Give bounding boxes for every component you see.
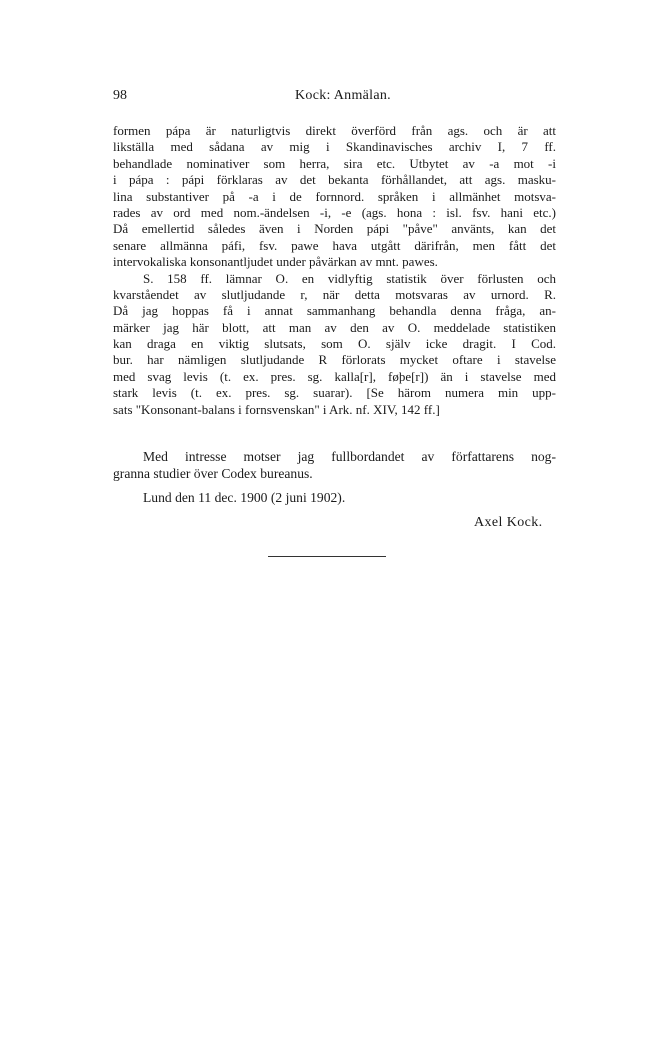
text-line: formen pápa är naturligtvis direkt överförd från ags. och är att xyxy=(113,123,556,138)
text-line: med svag levis (t. ex. pres. sg. kalla[r], føþe[r]) än i stavelse med xyxy=(113,368,556,384)
text-line: granna studier över Codex bureanus. xyxy=(113,466,313,481)
text-line: kan draga en viktig slutsats, som O. själv icke dragit. I Cod. xyxy=(113,336,556,352)
dateline: Lund den 11 dec. 1900 (2 juni 1902). xyxy=(143,490,346,505)
text-line: senare allmänna páfi, fsv. pawe hava utgått därifrån, men fått det xyxy=(113,237,556,253)
text-line: likställa med sådana av mig i Skandinavisches archiv I, 7 ff. xyxy=(113,139,556,155)
text-line: lina substantiver på -a i de fornnord. språken i allmänhet motsva- xyxy=(113,188,556,204)
text-line: intervokaliska konsonantljudet under påvärkan av mnt. pawes. xyxy=(113,254,438,270)
closing-paragraph xyxy=(113,448,556,482)
paragraph-1 xyxy=(113,123,556,271)
text-line: Då emellertid således även i Norden pápi "påve" använts, kan det xyxy=(113,221,556,237)
text-line: S. 158 ff. lämnar O. en vidlyftig statistik över förlusten och xyxy=(143,270,556,286)
text-line: i pápa : pápi förklaras av det bekanta förhållandet, att ags. masku- xyxy=(113,172,556,188)
signature: Axel Kock. xyxy=(474,515,543,530)
text-line: kvarståendet av slutljudande r, när detta motsvaras av urnord. R. xyxy=(113,286,556,302)
text-line: märker jag här blott, att man av den av O. meddelade statistiken xyxy=(113,319,556,335)
text-line: stark levis (t. ex. pres. sg. suarar). [Se härom numera min upp- xyxy=(113,385,556,401)
page-number: 98 xyxy=(113,88,127,103)
body-text xyxy=(113,123,556,418)
text-line: Med intresse motser jag fullbordandet av författarens nog- xyxy=(143,449,556,464)
text-line: Då jag hoppas få i annat sammanhang behandla denna fråga, an- xyxy=(113,303,556,319)
text-line: bur. har nämligen slutljudande R förlorats mycket oftare i stavelse xyxy=(113,352,556,368)
text-line: sats "Konsonant-balans i fornsvenskan" i Ark. nf. XIV, 142 ff.] xyxy=(113,401,440,417)
page-header xyxy=(113,88,556,108)
paragraph-2 xyxy=(113,271,556,419)
running-head: Kock: Anmälan. xyxy=(295,88,391,103)
text-line: behandlade nominativer som herra, sira etc. Utbytet av -a mot -i xyxy=(113,155,556,171)
end-rule xyxy=(268,556,386,557)
text-line: rades av ord med nom.-ändelsen -i, -e (ags. hona : isl. fsv. hani etc.) xyxy=(113,204,556,220)
